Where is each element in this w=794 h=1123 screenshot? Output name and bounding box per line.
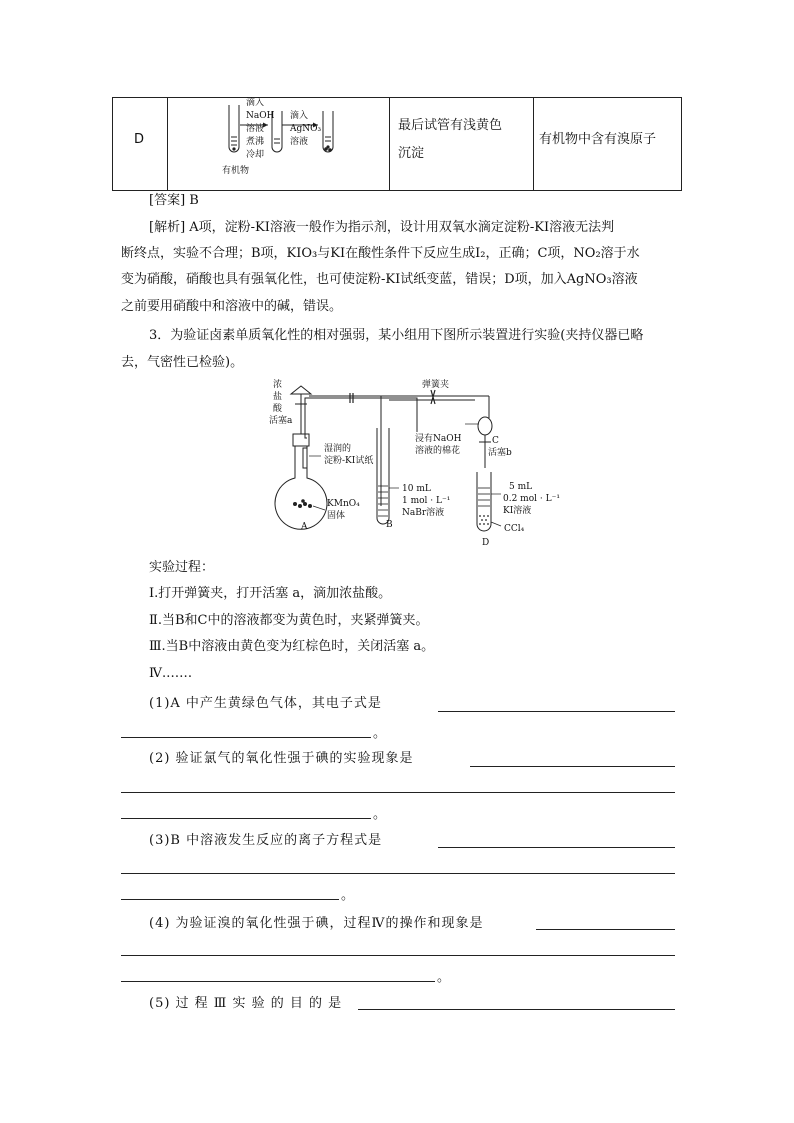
acid-label-4: 活塞a (269, 416, 293, 426)
d-solution-3: KI溶液 (503, 506, 532, 516)
sub-question-2: (2) 验证氯气的氧化性强于碘的实验现象是 (149, 751, 414, 766)
answer-line-q3c[interactable] (121, 899, 339, 900)
table-row-label: D (134, 132, 145, 147)
answer-line-q2b[interactable] (121, 792, 675, 793)
answer-line: [答案] B (149, 193, 199, 208)
diag-step1-l1: 滴入 (246, 98, 265, 108)
label-c: C (492, 436, 499, 446)
b-solution-2: 1 mol · L⁻¹ (402, 496, 451, 506)
question-line-1: 3．为验证卤素单质氧化性的相对强弱，某小组用下图所示装置进行实验(夹持仪器已略 (149, 328, 644, 343)
paper-label-1: 湿润的 (324, 444, 352, 454)
d-solution-2: 0.2 mol · L⁻¹ (503, 494, 560, 504)
label-d: D (482, 538, 490, 548)
paper-label-2: 淀粉-KI试纸 (324, 456, 374, 466)
process-title: 实验过程： (149, 560, 215, 575)
diag-step2-l1: 滴入 (290, 111, 309, 121)
period-q3: 。 (341, 888, 355, 903)
period-q2: 。 (373, 807, 387, 822)
period-q1: 。 (373, 726, 387, 741)
sub-question-3: (3)B 中溶液发生反应的离子方程式是 (149, 833, 383, 848)
answer-line-q5a[interactable] (358, 1009, 675, 1010)
answer-line-q3b[interactable] (121, 873, 675, 874)
naoh-label-2: 溶液的棉花 (415, 446, 461, 456)
answer-line-q4c[interactable] (121, 981, 435, 982)
ccl4-label: CCl₄ (504, 524, 525, 534)
answer-line-q2a[interactable] (470, 766, 675, 767)
conclusion-text: 有机物中含有溴原子 (539, 132, 657, 147)
b-solution-3: NaBr溶液 (402, 508, 445, 518)
analysis-line-2: 断终点，实验不合理；B项，KIO₃与KI在酸性条件下反应生成I₂，正确；C项，NO₂溶于水 (121, 246, 640, 261)
answer-line-q2c[interactable] (121, 818, 371, 819)
b-solution-1: 10 mL (402, 484, 431, 494)
diag-step1-l5: 冷却 (246, 150, 265, 160)
phenomenon-text-1: 最后试管有浅黄色 (398, 118, 503, 133)
sub-question-5: (5) 过 程 Ⅲ 实 验 的 目 的 是 (149, 996, 343, 1011)
apparatus-diagram (265, 376, 575, 551)
diag-step1-l2: NaOH (246, 111, 275, 121)
label-a: A (301, 522, 308, 532)
phenomenon-text-2: 沉淀 (398, 146, 425, 161)
d-solution-1: 5 mL (509, 482, 533, 492)
diag-step2-l2: AgNO₃ (290, 124, 322, 134)
diag-step1-l3: 溶液 (246, 124, 265, 134)
analysis-line-3: 变为硝酸，硝酸也具有强氧化性，也可使淀粉-KI试纸变蓝，错误；D项，加入AgNO₃溶液 (121, 272, 638, 287)
process-step-4: Ⅳ.…… (149, 666, 193, 681)
label-b: B (386, 520, 393, 530)
diag-step2-l3: 溶液 (290, 137, 309, 147)
acid-label-1: 浓 (273, 380, 283, 390)
answer-line-q4a[interactable] (536, 929, 675, 930)
sub-question-4: (4) 为验证溴的氧化性强于碘，过程Ⅳ的操作和现象是 (149, 916, 484, 931)
process-step-1: Ⅰ.打开弹簧夹，打开活塞 a，滴加浓盐酸。 (149, 586, 392, 601)
kmno4-label-2: 固体 (327, 511, 346, 521)
acid-label-2: 盐 (273, 392, 283, 402)
kmno4-label-1: KMnO₄ (327, 499, 360, 509)
stopcock-b-label: 活塞b (488, 448, 512, 458)
answer-line-q1a[interactable] (438, 711, 675, 712)
diag-step1-l4: 煮沸 (246, 137, 265, 147)
question-line-2: 去，气密性已检验)。 (121, 355, 244, 370)
process-step-3: Ⅲ.当B中溶液由黄色变为红棕色时，关闭活塞 a。 (149, 639, 435, 654)
analysis-line-4: 之前要用硝酸中和溶液中的碱，错误。 (121, 299, 343, 314)
sub-question-1: (1)A 中产生黄绿色气体，其电子式是 (149, 696, 382, 711)
answer-line-q1b[interactable] (121, 737, 371, 738)
answer-line-q3a[interactable] (438, 847, 675, 848)
acid-label-3: 酸 (273, 404, 283, 414)
diag-bottom-label: 有机物 (222, 166, 250, 176)
spring-clip-label: 弹簧夹 (422, 380, 450, 390)
analysis-line-1: [解析] A项，淀粉-KI溶液一般作为指示剂，设计用双氧水滴定淀粉-KI溶液无法判 (149, 220, 615, 235)
naoh-label-1: 浸有NaOH (415, 434, 462, 444)
period-q4: 。 (437, 970, 451, 985)
process-step-2: Ⅱ.当B和C中的溶液都变为黄色时，夹紧弹簧夹。 (149, 613, 429, 628)
answer-line-q4b[interactable] (121, 955, 675, 956)
